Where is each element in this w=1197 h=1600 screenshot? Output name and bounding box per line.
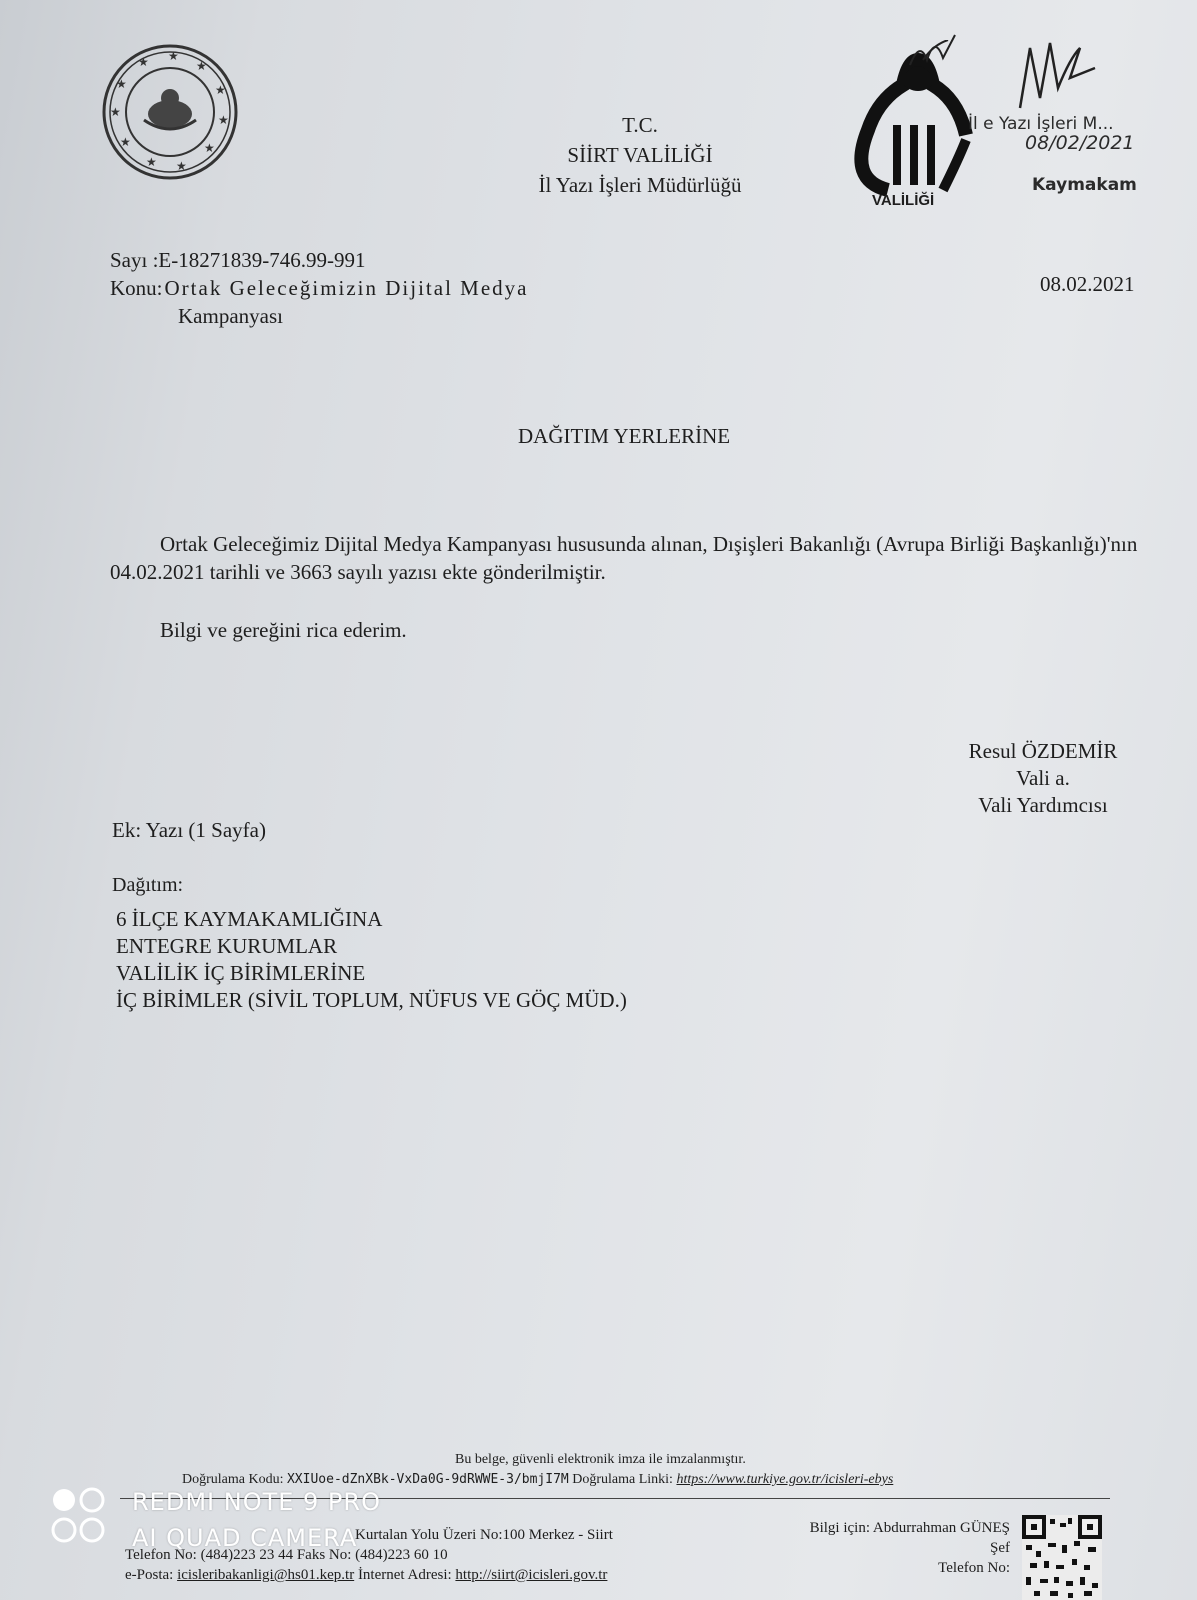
svg-text:★: ★ <box>218 113 229 127</box>
document-meta <box>110 246 529 330</box>
svg-text:★: ★ <box>176 159 187 173</box>
signature-block <box>948 738 1138 819</box>
initials-scribble-icon <box>905 30 965 70</box>
letterhead <box>480 110 800 200</box>
signer-name: Resul ÖZDEMİR <box>968 739 1118 763</box>
contact-line-1: Bilgi için: Abdurrahman GÜNEŞ <box>809 1520 1010 1536</box>
request-line: Bilgi ve gereğini rica ederim. <box>160 618 407 642</box>
qr-code-icon <box>1022 1515 1102 1600</box>
sayi-label: Sayı <box>110 248 148 272</box>
email-label: e-Posta: <box>125 1567 174 1583</box>
contact-line-3: Telefon No: <box>938 1560 1010 1576</box>
konu-value-continued: Kampanyası <box>178 304 283 328</box>
svg-text:★: ★ <box>116 77 127 91</box>
email-link[interactable]: icisleribakanligi@hs01.kep.tr <box>177 1567 355 1583</box>
konu-value: :Ortak Geleceğimizin Dijital Medya <box>156 276 529 300</box>
svg-text:★: ★ <box>204 141 215 155</box>
distribution-title: Dağıtım: <box>112 874 184 896</box>
watermark-line-2: AI QUAD CAMERA <box>132 1524 358 1552</box>
ministry-seal-icon <box>100 42 240 182</box>
svg-text:★: ★ <box>146 155 157 169</box>
footer-address: Kurtalan Yolu Üzeri No:100 Merkez - Siirt <box>355 1527 613 1543</box>
watermark-line-1: REDMI NOTE 9 PRO <box>132 1488 381 1516</box>
verify-link-label: Doğrulama Linki: <box>572 1472 673 1487</box>
verify-code: XXIUoe-dZnXBk-VxDa0G-9dRWWE-3/bmjI7M <box>286 1472 569 1487</box>
distribution-item: 6 İLÇE KAYMAKAMLIĞINA <box>116 907 383 931</box>
svg-text:★: ★ <box>110 105 121 119</box>
svg-text:★: ★ <box>138 55 149 69</box>
svg-text:★: ★ <box>215 83 226 97</box>
body-text <box>110 530 1150 586</box>
stamp-role: Kaymakam <box>1032 175 1137 195</box>
camera-watermark-icon <box>50 1484 110 1554</box>
handwritten-signature-icon <box>1010 28 1100 118</box>
footer-phone: Telefon No: (484)223 23 44 Faks No: (484)223 60 10 <box>125 1547 448 1563</box>
stamp-date: 08/02/2021 <box>1025 132 1135 154</box>
signer-title-2: Vali Yardımcısı <box>978 793 1108 817</box>
distribution-list <box>116 906 627 1014</box>
distribution-item: VALİLİK İÇ BİRİMLERİNE <box>116 961 366 985</box>
esignature-note: Bu belge, güvenli elektronik imza ile imzalanmıştır. <box>455 1452 746 1467</box>
body-paragraph: Ortak Geleceğimiz Dijital Medya Kampanyası hususunda alınan, Dışişleri Bakanlığı (Avrupa Birliği Başkanlığı)'nın 04.02.2021 tarihli ve 3663 sayılı yazısı ekte gönderilmiştir. <box>110 532 1138 584</box>
web-label: İnternet Adresi: <box>357 1567 452 1583</box>
sayi-value: :E-18271839-746.99-991 <box>152 248 366 272</box>
distribution-item: ENTEGRE KURUMLAR <box>116 934 338 958</box>
footer-contact <box>795 1518 1010 1578</box>
konu-label: Konu <box>110 276 157 300</box>
svg-text:★: ★ <box>168 49 179 63</box>
camera-watermark <box>132 1484 381 1556</box>
letterhead-line-1: T.C. <box>622 113 658 137</box>
letterhead-line-3: İl Yazı İşleri Müdürlüğü <box>538 173 742 197</box>
stamp-line: İl e Yazı İşleri M... <box>968 114 1114 134</box>
document-date: 08.02.2021 <box>1040 272 1135 296</box>
web-link[interactable]: http://siirt@icisleri.gov.tr <box>455 1567 608 1583</box>
contact-line-2: Şef <box>990 1540 1010 1556</box>
logo-text: VALİLİĞİ <box>872 192 935 209</box>
attachment-line: Ek: Yazı (1 Sayfa) <box>112 818 266 842</box>
svg-text:★: ★ <box>196 59 207 73</box>
signer-title-1: Vali a. <box>1016 766 1070 790</box>
verify-label: Doğrulama Kodu: <box>182 1472 284 1487</box>
distribution-item: İÇ BİRİMLER (SİVİL TOPLUM, NÜFUS VE GÖÇ MÜD.) <box>116 988 627 1012</box>
svg-text:★: ★ <box>120 135 131 149</box>
verify-link[interactable]: https://www.turkiye.gov.tr/icisleri-ebys <box>676 1472 894 1487</box>
letterhead-line-2: SİİRT VALİLİĞİ <box>567 143 713 167</box>
recipient-title: DAĞITIM YERLERİNE <box>518 424 731 448</box>
